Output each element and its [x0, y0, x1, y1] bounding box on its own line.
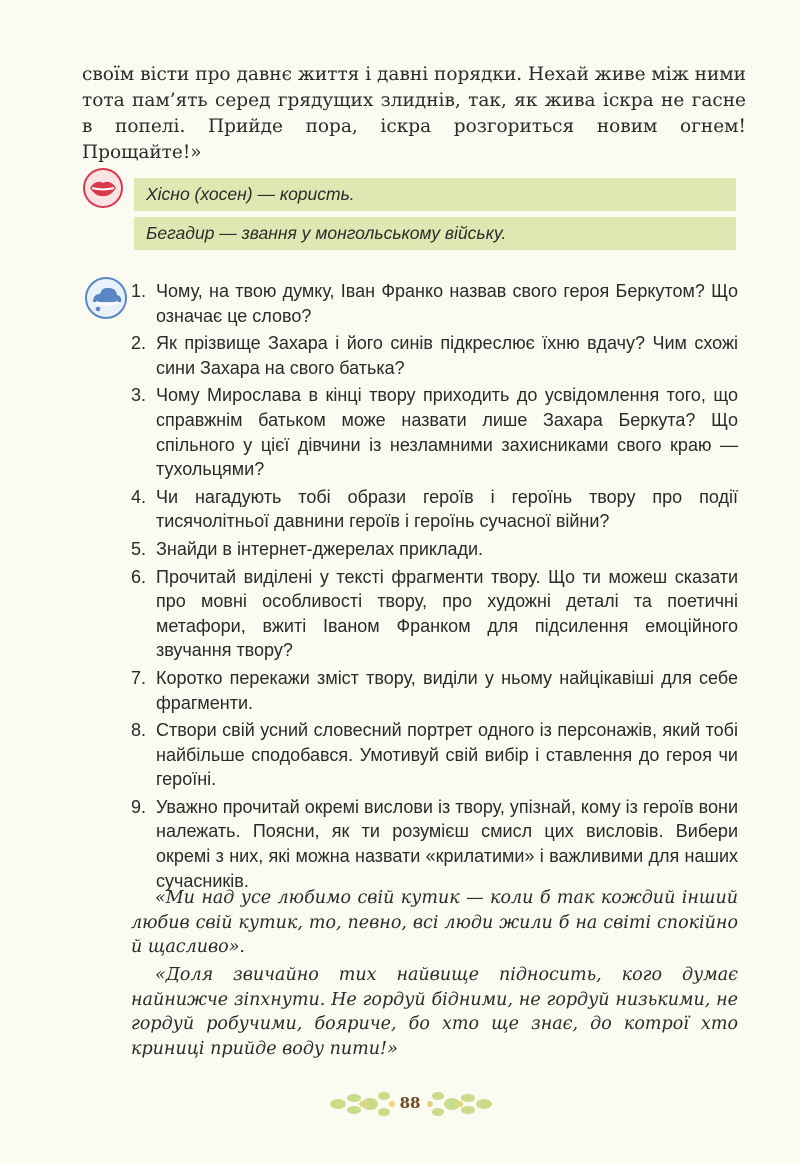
question-item [131, 279, 738, 328]
question-item [131, 537, 738, 562]
question-number: 7. [131, 667, 147, 688]
questions-list [131, 279, 738, 896]
question-item [131, 565, 738, 663]
question-number: 3. [131, 385, 147, 406]
glossary-entry-behadyr: Бегадир — звання у монгольському війську. [134, 217, 736, 250]
question-text: Чому, на твою думку, Іван Франко назвав свого героя Беркутом? Що означає це слово? [156, 281, 738, 326]
question-item [131, 795, 738, 893]
lips-icon [82, 167, 124, 209]
question-number: 6. [131, 566, 147, 587]
question-item [131, 331, 738, 380]
question-number: 5. [131, 538, 147, 559]
question-item [131, 485, 738, 534]
quote-2: «Доля звичайно тих найвище підносить, кого думає найнижче зіпхнути. Не гордуй бідними, не гордуй низькими, не гордуй робучими, бояриче, бо хто ще знає, до котрої хто криниці прийде воду пити!» [131, 965, 738, 1059]
intro-paragraph: своїм вісти про давнє життя і давні порядки. Нехай живе між ними тота пам’ять серед грядущих злиднів, так, як жива іскра не гасне в попелі. Прийде пора, іскра розгориться новим огнем! Прощайте!» [82, 64, 746, 163]
question-number: 8. [131, 720, 147, 741]
question-text: Прочитай виділені у тексті фрагменти твору. Що ти можеш сказати про мовні особливості твору, про художні деталі та поетичні метафори, вжиті Іваном Франком для підсилення емоційного звучання твору? [156, 566, 738, 661]
question-number: 4. [131, 486, 147, 507]
question-text: Уважно прочитай окремі вислови із твору, упізнай, кому із героїв вони належать. Поясни, як ти розумієш смисл цих висловів. Вибери окремі з них, які можна назвати «крилатими» і важливими для наших сучасників. [156, 796, 738, 891]
question-text: Коротко перекажи зміст твору, виділи у ньому найцікавіші для себе фрагменти. [156, 667, 738, 713]
question-text: Знайди в інтернет-джерелах приклади. [156, 538, 484, 559]
question-text: Чи нагадують тобі образи героїв і героїнь твору про події тисячолітньої давнини героїв і героїнь сучасної війни? [156, 486, 738, 532]
page-number: 88 [399, 1094, 421, 1112]
question-item [131, 666, 738, 715]
question-number: 1. [131, 281, 147, 301]
question-text: Як прізвище Захара і його синів підкреслює їхню вдачу? Чим схожі сини Захара на свого батька? [156, 333, 738, 378]
quote-1: «Ми над усе любимо свій кутик — коли б так кождий інший любив свій кутик, то, певно, всі люди жили б на світі спокійно й щасливо». [131, 888, 738, 957]
question-item [131, 718, 738, 792]
question-text: Створи свій усний словесний портрет одного із персонажів, який тобі найбільше сподобався. Умотивуй свій вибір і ставлення до героя чи героїні. [156, 720, 738, 790]
cloud-thought-icon [84, 276, 128, 320]
question-text: Чому Мирослава в кінці твору приходить до усвідомлення того, що справжнім батьком може назвати лише Захара Беркута? Що спільного у цієї дівчини із незламними захисниками свого краю — тухольцями? [156, 385, 738, 480]
glossary-entry-hisno: Хісно (хосен) — користь. [134, 178, 736, 211]
question-number: 9. [131, 796, 147, 817]
question-item [131, 383, 738, 481]
question-number: 2. [131, 333, 147, 354]
